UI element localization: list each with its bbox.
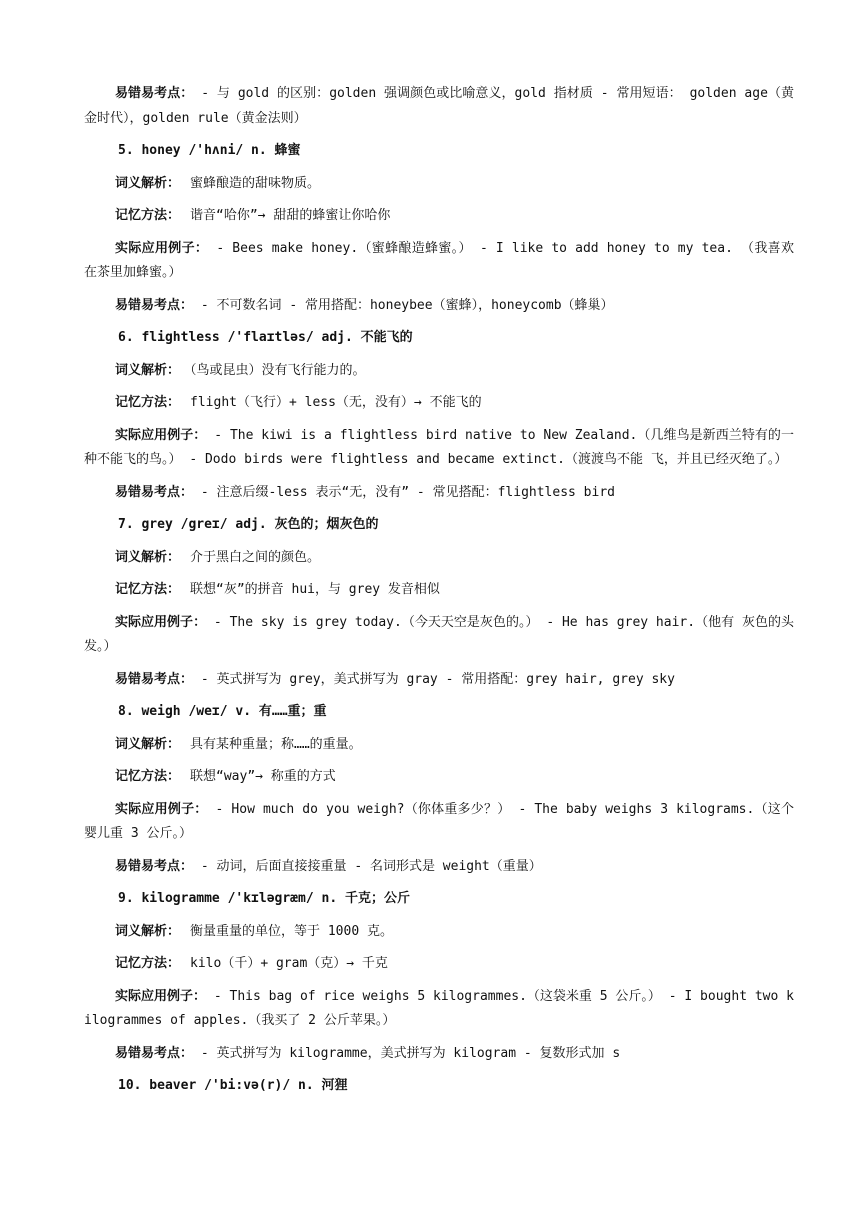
memory-label: 记忆方法： bbox=[115, 769, 181, 784]
vocab-entry bbox=[84, 887, 794, 1066]
errors-text: - 与 gold 的区别：golden 强调颜色或比喻意义，gold 指材质 - 常用短语： golden age（黄金时代），golden rule（黄金法则） bbox=[84, 86, 794, 126]
entry-heading: 10. beaver /'bi:və(r)/ n. 河狸 bbox=[118, 1078, 348, 1093]
memory-paragraph bbox=[84, 204, 794, 229]
errors-text: - 动词，后面直接接重量 - 名词形式是 weight（重量） bbox=[193, 858, 542, 874]
meaning-label: 词义解析： bbox=[115, 549, 181, 565]
vocab-entry bbox=[84, 139, 794, 318]
examples-text: - Bees make honey.（蜜蜂酿造蜂蜜。） - I like to add honey to my tea. （我喜欢在茶里加蜂蜜。） bbox=[84, 240, 794, 280]
memory-paragraph bbox=[84, 952, 794, 977]
memory-text: 联想“灰”的拼音 hui，与 grey 发音相似 bbox=[190, 582, 440, 597]
errors-text: - 不可数名词 - 常用搭配：honeybee（蜜蜂），honeycomb（蜂巢） bbox=[193, 297, 614, 313]
errors-paragraph bbox=[84, 668, 794, 693]
errors-label: 易错易考点： bbox=[115, 297, 194, 313]
meaning-text: 具有某种重量；称……的重量。 bbox=[190, 736, 362, 752]
memory-paragraph bbox=[84, 765, 794, 790]
errors-label: 易错易考点： bbox=[115, 484, 194, 500]
memory-text: kilo（千）+ gram（克）→ 千克 bbox=[190, 956, 388, 971]
examples-label: 实际应用例子： bbox=[115, 801, 208, 817]
entry-heading: 6. flightless /'flaɪtləs/ adj. 不能飞的 bbox=[118, 330, 413, 345]
vocab-entry bbox=[84, 700, 794, 879]
meaning-label: 词义解析： bbox=[115, 923, 181, 939]
examples-paragraph bbox=[84, 985, 794, 1034]
errors-text: - 英式拼写为 kilogramme，美式拼写为 kilogram - 复数形式加 s bbox=[193, 1045, 621, 1061]
entry-heading: 7. grey /greɪ/ adj. 灰色的；烟灰色的 bbox=[118, 517, 379, 532]
meaning-text: 衡量重量的单位，等于 1000 克。 bbox=[190, 923, 393, 939]
examples-paragraph bbox=[84, 424, 794, 473]
errors-label: 易错易考点： bbox=[115, 86, 194, 101]
meaning-paragraph bbox=[84, 172, 794, 197]
memory-label: 记忆方法： bbox=[115, 582, 181, 597]
entry-heading: 9. kilogramme /'kɪləgræm/ n. 千克；公斤 bbox=[118, 891, 410, 906]
examples-paragraph bbox=[84, 798, 794, 847]
errors-paragraph bbox=[84, 82, 794, 131]
errors-paragraph bbox=[84, 481, 794, 506]
errors-label: 易错易考点： bbox=[115, 1045, 194, 1061]
memory-paragraph bbox=[84, 391, 794, 416]
errors-paragraph bbox=[84, 294, 794, 319]
vocab-entry bbox=[84, 326, 794, 505]
meaning-text: 蜜蜂酿造的甜味物质。 bbox=[190, 175, 321, 191]
errors-paragraph bbox=[84, 1042, 794, 1067]
examples-text: - The kiwi is a flightless bird native to New Zealand.（几维鸟是新西兰特有的一种不能飞的鸟。） - Dodo birds were flightless and became extinct.（渡渡鸟不能 飞，并且已经灭绝了。） bbox=[84, 427, 794, 467]
examples-text: - How much do you weigh?（你体重多少？） - The baby weighs 3 kilograms.（这个婴儿重 3 公斤。） bbox=[84, 801, 794, 841]
errors-label: 易错易考点： bbox=[115, 671, 194, 687]
memory-text: 谐音“哈你”→ 甜甜的蜂蜜让你哈你 bbox=[190, 208, 391, 223]
meaning-label: 词义解析： bbox=[115, 175, 181, 191]
meaning-text: 介于黑白之间的颜色。 bbox=[190, 549, 321, 565]
meaning-paragraph bbox=[84, 920, 794, 945]
examples-text: - This bag of rice weighs 5 kilogrammes.（这袋米重 5 公斤。） - I bought two kilogrammes of apples.（我买了 2 公斤苹果。） bbox=[84, 988, 794, 1028]
errors-text: - 英式拼写为 grey，美式拼写为 gray - 常用搭配：grey hair, grey sky bbox=[193, 671, 675, 687]
errors-paragraph bbox=[84, 855, 794, 880]
examples-label: 实际应用例子： bbox=[115, 988, 207, 1004]
memory-label: 记忆方法： bbox=[115, 395, 181, 410]
errors-label: 易错易考点： bbox=[115, 858, 194, 874]
examples-text: - The sky is grey today.（今天天空是灰色的。） - He has grey hair.（他有 灰色的头发。） bbox=[84, 614, 794, 654]
errors-text: - 注意后缀-less 表示“无，没有” - 常见搭配：flightless bird bbox=[193, 484, 615, 500]
meaning-label: 词义解析： bbox=[115, 362, 181, 378]
examples-paragraph bbox=[84, 611, 794, 660]
memory-label: 记忆方法： bbox=[115, 208, 181, 223]
entry-list bbox=[84, 139, 794, 1066]
memory-paragraph bbox=[84, 578, 794, 603]
examples-label: 实际应用例子： bbox=[115, 427, 207, 443]
meaning-label: 词义解析： bbox=[115, 736, 181, 752]
entry-heading: 5. honey /'hʌni/ n. 蜂蜜 bbox=[118, 143, 301, 158]
vocab-entry bbox=[84, 513, 794, 692]
examples-label: 实际应用例子： bbox=[115, 614, 207, 630]
entry-heading: 8. weigh /weɪ/ v. 有……重；重 bbox=[118, 704, 327, 719]
document-page bbox=[84, 82, 794, 1107]
memory-label: 记忆方法： bbox=[115, 956, 181, 971]
meaning-paragraph bbox=[84, 359, 794, 384]
meaning-paragraph bbox=[84, 733, 794, 758]
memory-text: flight（飞行）+ less（无，没有）→ 不能飞的 bbox=[190, 395, 482, 410]
examples-label: 实际应用例子： bbox=[115, 240, 209, 256]
meaning-text: （鸟或昆虫）没有飞行能力的。 bbox=[190, 362, 366, 378]
meaning-paragraph bbox=[84, 546, 794, 571]
examples-paragraph bbox=[84, 237, 794, 286]
memory-text: 联想“way”→ 称重的方式 bbox=[190, 769, 336, 784]
